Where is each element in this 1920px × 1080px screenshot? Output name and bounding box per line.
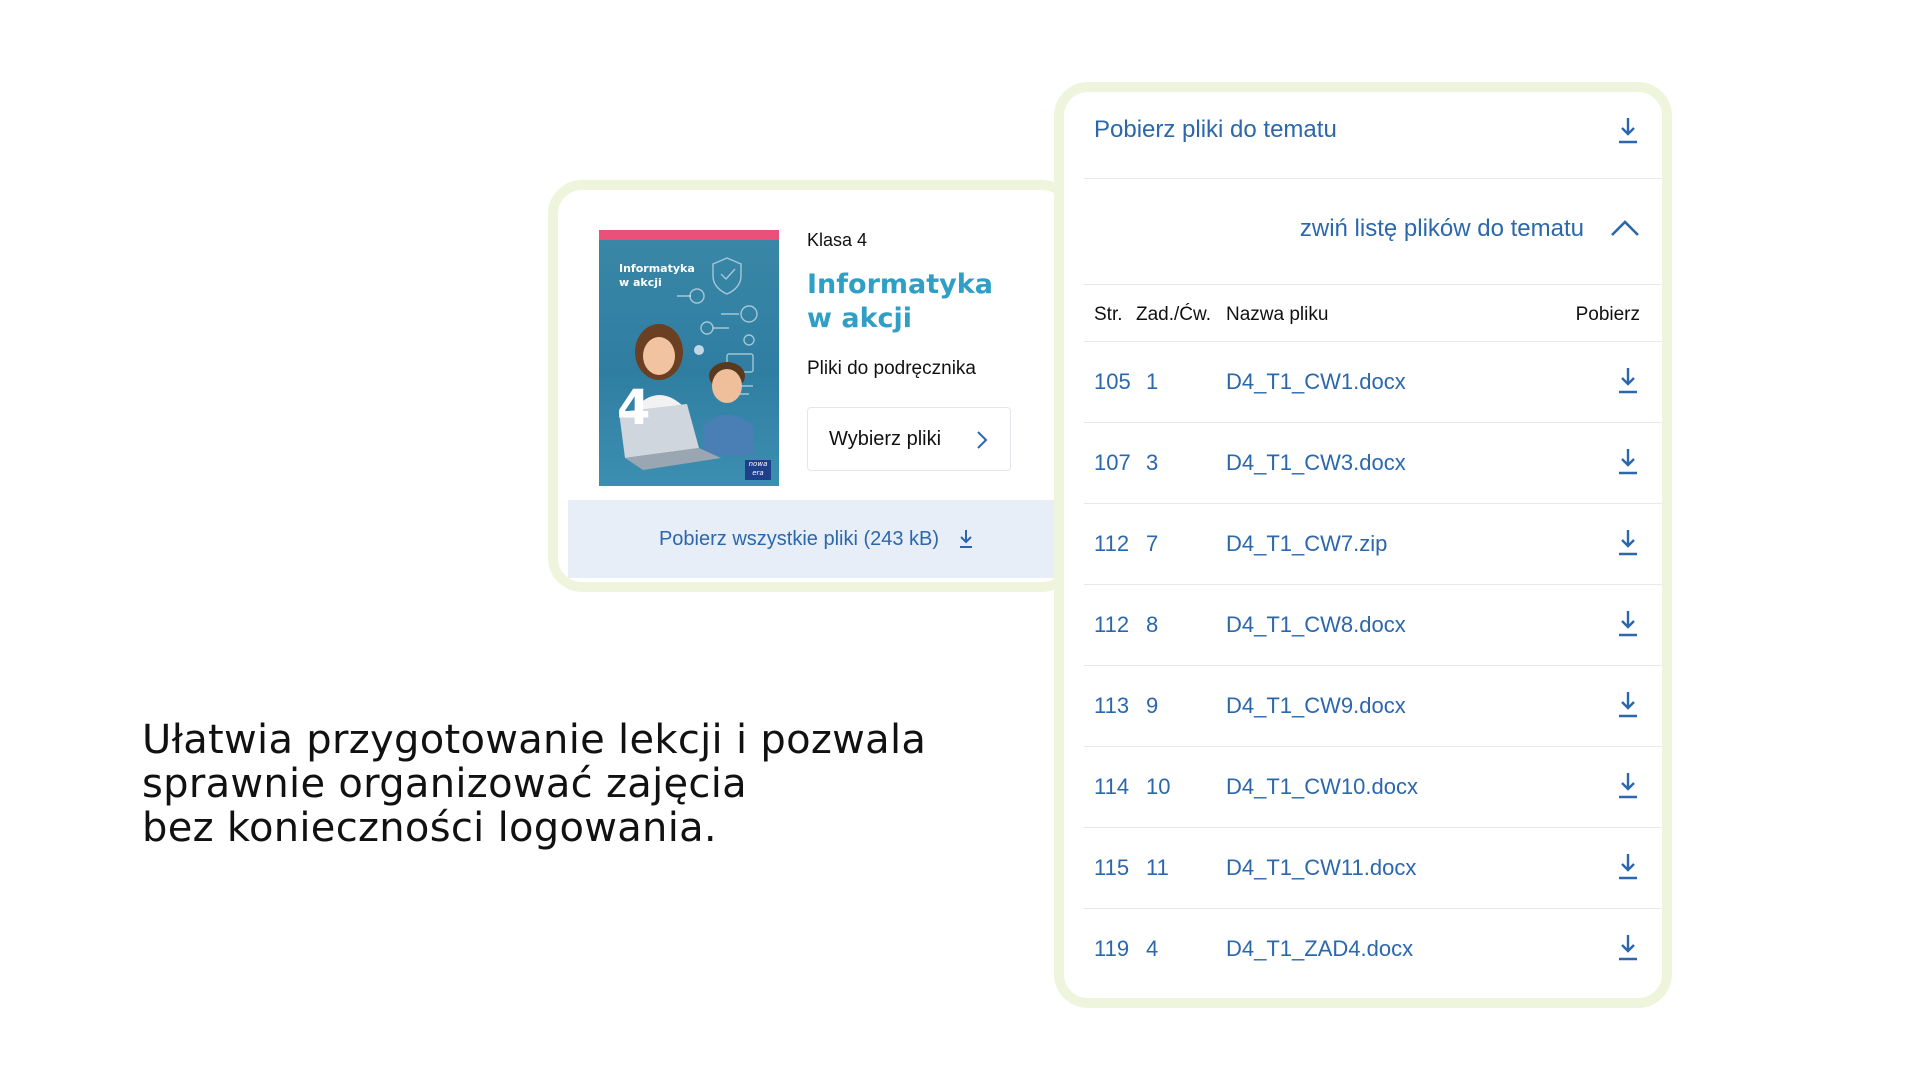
book-title-line-1: Informatyka	[807, 269, 993, 300]
row-page: 107	[1094, 450, 1131, 475]
column-file-name: Nazwa pliku	[1226, 304, 1329, 325]
collapse-file-list[interactable]	[1084, 179, 1662, 285]
table-row	[1084, 909, 1662, 989]
tagline-line-2: sprawnie organizować zajęcia	[142, 761, 747, 807]
row-page: 119	[1094, 936, 1130, 961]
table-row	[1084, 585, 1662, 666]
row-page: 112	[1094, 612, 1130, 637]
publisher-logo: nowa era	[745, 460, 771, 480]
download-icon[interactable]	[1616, 933, 1640, 969]
table-row	[1084, 342, 1662, 423]
row-file-link[interactable]: D4_T1_CW7.zip	[1226, 531, 1388, 556]
table-row	[1084, 747, 1662, 828]
tagline	[142, 718, 1002, 850]
download-all-label: Pobierz wszystkie pliki (243 kB)	[658, 527, 940, 550]
cover-title-line-2: w akcji	[619, 276, 662, 289]
column-download: Pobierz	[1575, 304, 1640, 325]
class-label: Klasa 4	[807, 230, 868, 250]
download-icon[interactable]	[1616, 528, 1640, 564]
files-panel	[1054, 82, 1672, 1008]
row-page: 105	[1094, 369, 1131, 394]
row-exercise: 9	[1146, 693, 1159, 718]
book-title	[807, 268, 993, 336]
book-title-line-2: w akcji	[807, 303, 913, 334]
row-page: 115	[1094, 855, 1130, 880]
row-file-link[interactable]: D4_T1_CW10.docx	[1226, 774, 1418, 799]
table-row	[1084, 828, 1662, 909]
row-exercise: 3	[1146, 450, 1159, 475]
row-exercise: 10	[1146, 774, 1171, 799]
row-exercise: 8	[1146, 612, 1159, 637]
row-exercise: 1	[1146, 369, 1159, 394]
cover-title-line-1: Informatyka	[619, 262, 695, 275]
column-exercise: Zad./Ćw.	[1136, 304, 1211, 325]
row-page: 113	[1094, 693, 1130, 718]
chevron-right-icon	[976, 430, 988, 456]
row-file-link[interactable]: D4_T1_CW3.docx	[1226, 450, 1406, 475]
book-cover	[599, 230, 779, 486]
row-exercise: 4	[1146, 936, 1159, 961]
download-icon[interactable]	[1616, 366, 1640, 402]
table-row	[1084, 423, 1662, 504]
tagline-line-1: Ułatwia przygotowanie lekcji i pozwala	[142, 717, 927, 763]
table-row	[1084, 504, 1662, 585]
row-page: 112	[1094, 531, 1130, 556]
row-file-link[interactable]: D4_T1_CW1.docx	[1226, 369, 1406, 394]
cover-number: 4	[617, 380, 651, 436]
row-exercise: 7	[1146, 531, 1159, 556]
row-file-link[interactable]: D4_T1_CW8.docx	[1226, 612, 1406, 637]
download-icon[interactable]	[1616, 116, 1640, 151]
choose-files-button[interactable]	[807, 407, 1011, 471]
table-header	[1084, 285, 1662, 342]
row-file-link[interactable]: D4_T1_CW9.docx	[1226, 693, 1406, 718]
panel-header-title[interactable]: Pobierz pliki do tematu	[1094, 116, 1337, 143]
row-exercise: 11	[1146, 855, 1169, 880]
row-file-link[interactable]: D4_T1_CW11.docx	[1226, 855, 1417, 880]
cover-title	[619, 262, 695, 290]
book-card	[548, 180, 1076, 592]
row-page: 114	[1094, 774, 1130, 799]
download-icon	[957, 528, 975, 550]
download-icon[interactable]	[1616, 771, 1640, 807]
file-list	[1084, 342, 1662, 989]
book-subtitle: Pliki do podręcznika	[807, 358, 976, 379]
download-icon[interactable]	[1616, 690, 1640, 726]
download-icon[interactable]	[1616, 852, 1640, 888]
column-page: Str.	[1094, 304, 1123, 325]
tagline-line-3: bez konieczności logowania.	[142, 805, 717, 851]
download-icon[interactable]	[1616, 609, 1640, 645]
choose-files-label: Wybierz pliki	[829, 427, 942, 450]
table-row	[1084, 666, 1662, 747]
download-icon[interactable]	[1616, 447, 1640, 483]
download-all-button[interactable]	[568, 500, 1066, 578]
chevron-up-icon	[1610, 219, 1640, 242]
row-file-link[interactable]: D4_T1_ZAD4.docx	[1226, 936, 1414, 961]
panel-header[interactable]	[1084, 92, 1662, 179]
collapse-label: zwiń listę plików do tematu	[1299, 215, 1584, 242]
